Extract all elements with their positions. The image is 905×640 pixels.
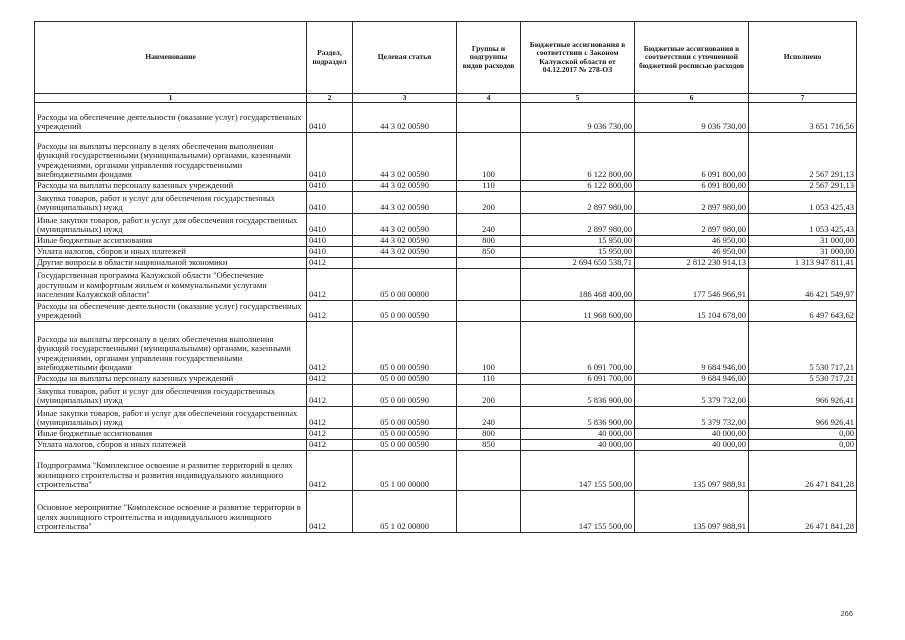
row-executed-amount: 1 053 425,43 [749,192,857,214]
header-executed: Исполнено [749,22,857,94]
row-name: Расходы на обеспечение деятельности (оказание услуг) государственных учреждений [35,301,307,322]
column-number: 3 [353,94,457,103]
row-executed-amount: 0,00 [749,429,857,440]
row-target-article: 05 0 00 00590 [353,407,457,429]
row-section-code: 0410 [307,133,353,181]
row-name: Закупка товаров, работ и услуг для обеспечения государственных (муниципальных) нужд [35,385,307,407]
row-refined-amount: 2 897 980,00 [635,214,749,236]
row-executed-amount: 2 567 291,13 [749,133,857,181]
row-expense-group: 110 [457,181,521,192]
row-name: Иные бюджетные ассигнования [35,236,307,247]
row-target-article: 05 0 00 00590 [353,429,457,440]
row-section-code: 0410 [307,192,353,214]
row-name: Расходы на выплаты персоналу в целях обеспечения выполнения функций государственными (муниципальными) органами, казенными учреждениями, органами управления государственными внебюджетными фондами [35,133,307,181]
row-name: Расходы на выплаты персоналу в целях обеспечения выполнения функций государственными (муниципальными) органами, казенными учреждениями, органами управления государственными внебюджетными фондами [35,322,307,374]
row-executed-amount: 5 530 717,21 [749,322,857,374]
row-law-amount: 5 836 900,00 [521,407,635,429]
table-row [35,269,857,301]
row-executed-amount: 0,00 [749,440,857,451]
row-target-article: 05 0 00 00590 [353,385,457,407]
column-number: 2 [307,94,353,103]
row-name: Иные закупки товаров, работ и услуг для обеспечения государственных (муниципальных) нужд [35,214,307,236]
row-law-amount: 11 968 600,00 [521,301,635,322]
row-law-amount: 2 897 980,00 [521,192,635,214]
table-row [35,374,857,385]
header-target: Целевая статья [353,22,457,94]
row-law-amount: 2 694 650 538,71 [521,258,635,269]
row-target-article: 05 0 00 00000 [353,269,457,301]
header-name: Наименование [35,22,307,94]
row-section-code: 0412 [307,440,353,451]
row-name: Подпрограмма "Комплексное освоение и развитие территорий в целях жилищного строительства и развития индивидуального жилищного строительства" [35,451,307,491]
row-refined-amount: 5 379 732,00 [635,407,749,429]
table-row [35,407,857,429]
row-name: Уплата налогов, сборов и иных платежей [35,247,307,258]
row-refined-amount: 135 097 988,91 [635,451,749,491]
row-expense-group: 200 [457,192,521,214]
row-section-code: 0410 [307,214,353,236]
row-expense-group: 200 [457,385,521,407]
row-expense-group [457,301,521,322]
row-expense-group: 240 [457,407,521,429]
table-row [35,451,857,491]
row-target-article: 05 1 02 00000 [353,491,457,533]
row-law-amount: 186 468 400,00 [521,269,635,301]
row-name: Расходы на выплаты персоналу казенных учреждений [35,181,307,192]
row-law-amount: 6 091 700,00 [521,374,635,385]
column-number: 4 [457,94,521,103]
row-section-code: 0412 [307,407,353,429]
row-refined-amount: 40 000,00 [635,440,749,451]
row-executed-amount: 46 421 549,97 [749,269,857,301]
row-expense-group: 100 [457,133,521,181]
row-target-article: 44 3 02 00590 [353,103,457,133]
header-groups: Группы и подгруппы видов расходов [457,22,521,94]
row-executed-amount: 26 471 841,28 [749,491,857,533]
row-expense-group: 850 [457,440,521,451]
column-number-row [35,94,857,103]
column-number: 6 [635,94,749,103]
row-target-article: 05 0 00 00590 [353,440,457,451]
row-executed-amount: 1 053 425,43 [749,214,857,236]
header-law: Бюджетные ассигнования в соответствии с Законом Калужской области от 04.12.2017 № 278-ОЗ [521,22,635,94]
column-number: 1 [35,94,307,103]
row-refined-amount: 9 684 946,00 [635,322,749,374]
row-refined-amount: 177 546 966,91 [635,269,749,301]
row-law-amount: 2 897 980,00 [521,214,635,236]
row-name: Иные бюджетные ассигнования [35,429,307,440]
row-refined-amount: 5 379 732,00 [635,385,749,407]
column-number: 5 [521,94,635,103]
row-name: Закупка товаров, работ и услуг для обеспечения государственных (муниципальных) нужд [35,192,307,214]
row-target-article: 44 3 02 00590 [353,236,457,247]
row-section-code: 0410 [307,247,353,258]
table-row [35,236,857,247]
table-row [35,440,857,451]
row-section-code: 0412 [307,451,353,491]
row-law-amount: 40 000,00 [521,429,635,440]
row-executed-amount: 31 000,00 [749,247,857,258]
row-section-code: 0412 [307,374,353,385]
row-name: Расходы на обеспечение деятельности (оказание услуг) государственных учреждений [35,103,307,133]
row-expense-group: 110 [457,374,521,385]
budget-table [34,21,857,533]
row-executed-amount: 26 471 841,28 [749,451,857,491]
row-refined-amount: 135 097 988,91 [635,491,749,533]
row-refined-amount: 6 091 800,00 [635,181,749,192]
header-section: Раздел, подраздел [307,22,353,94]
row-expense-group: 850 [457,247,521,258]
row-law-amount: 15 950,00 [521,247,635,258]
table-row [35,258,857,269]
row-executed-amount: 6 497 643,62 [749,301,857,322]
row-expense-group [457,451,521,491]
row-law-amount: 6 091 700,00 [521,322,635,374]
row-target-article: 44 3 02 00590 [353,192,457,214]
row-name: Другие вопросы в области национальной экономики [35,258,307,269]
row-section-code: 0412 [307,491,353,533]
table-row [35,429,857,440]
row-law-amount: 6 122 800,00 [521,133,635,181]
row-name: Основное мероприятие "Комплексное освоение и развитие территории в целях жилищного строительства и индивидуального жилищного строительства" [35,491,307,533]
row-section-code: 0412 [307,269,353,301]
table-row [35,103,857,133]
row-section-code: 0412 [307,258,353,269]
row-executed-amount: 3 651 716,56 [749,103,857,133]
row-section-code: 0412 [307,385,353,407]
table-body [35,103,857,533]
row-target-article: 05 1 00 00000 [353,451,457,491]
row-refined-amount: 2 897 980,00 [635,192,749,214]
table-row [35,192,857,214]
row-section-code: 0412 [307,322,353,374]
row-executed-amount: 2 567 291,13 [749,181,857,192]
row-target-article: 44 3 02 00590 [353,133,457,181]
table-header [35,22,857,103]
row-section-code: 0410 [307,236,353,247]
row-refined-amount: 9 036 730,00 [635,103,749,133]
row-executed-amount: 5 530 717,21 [749,374,857,385]
row-refined-amount: 2 812 230 914,13 [635,258,749,269]
row-expense-group [457,103,521,133]
row-target-article: 05 0 00 00590 [353,322,457,374]
row-expense-group: 100 [457,322,521,374]
row-law-amount: 40 000,00 [521,440,635,451]
table-row [35,322,857,374]
row-executed-amount: 966 926,41 [749,385,857,407]
column-number: 7 [749,94,857,103]
page-number: 266 [840,609,853,618]
row-law-amount: 5 836 900,00 [521,385,635,407]
row-section-code: 0410 [307,103,353,133]
row-expense-group: 240 [457,214,521,236]
row-expense-group [457,491,521,533]
row-target-article: 44 3 02 00590 [353,181,457,192]
row-name: Расходы на выплаты персоналу казенных учреждений [35,374,307,385]
row-expense-group: 800 [457,429,521,440]
row-law-amount: 6 122 800,00 [521,181,635,192]
table-row [35,301,857,322]
row-expense-group [457,269,521,301]
row-law-amount: 147 155 500,00 [521,451,635,491]
row-section-code: 0412 [307,301,353,322]
row-expense-group [457,258,521,269]
table-row [35,133,857,181]
row-refined-amount: 46 950,00 [635,247,749,258]
row-expense-group: 800 [457,236,521,247]
row-section-code: 0410 [307,181,353,192]
row-executed-amount: 31 000,00 [749,236,857,247]
row-law-amount: 9 036 730,00 [521,103,635,133]
header-refined: Бюджетные ассигнования в соответствии с уточненной бюджетной росписью расходов [635,22,749,94]
table-row [35,247,857,258]
row-refined-amount: 9 684 946,00 [635,374,749,385]
row-target-article: 44 3 02 00590 [353,214,457,236]
table-row [35,385,857,407]
row-name: Иные закупки товаров, работ и услуг для обеспечения государственных (муниципальных) нужд [35,407,307,429]
table-row [35,214,857,236]
row-refined-amount: 46 950,00 [635,236,749,247]
row-name: Государственная программа Калужской области "Обеспечение доступным и комфортным жильем и коммунальными услугами населения Калужской области" [35,269,307,301]
row-refined-amount: 6 091 800,00 [635,133,749,181]
row-target-article: 44 3 02 00590 [353,247,457,258]
row-refined-amount: 15 104 678,00 [635,301,749,322]
row-target-article: 05 0 00 00590 [353,301,457,322]
table-row [35,491,857,533]
row-law-amount: 15 950,00 [521,236,635,247]
row-target-article [353,258,457,269]
row-name: Уплата налогов, сборов и иных платежей [35,440,307,451]
table-row [35,181,857,192]
row-target-article: 05 0 00 00590 [353,374,457,385]
row-executed-amount: 1 313 947 811,41 [749,258,857,269]
row-law-amount: 147 155 500,00 [521,491,635,533]
row-refined-amount: 40 000,00 [635,429,749,440]
row-executed-amount: 966 926,41 [749,407,857,429]
row-section-code: 0412 [307,429,353,440]
